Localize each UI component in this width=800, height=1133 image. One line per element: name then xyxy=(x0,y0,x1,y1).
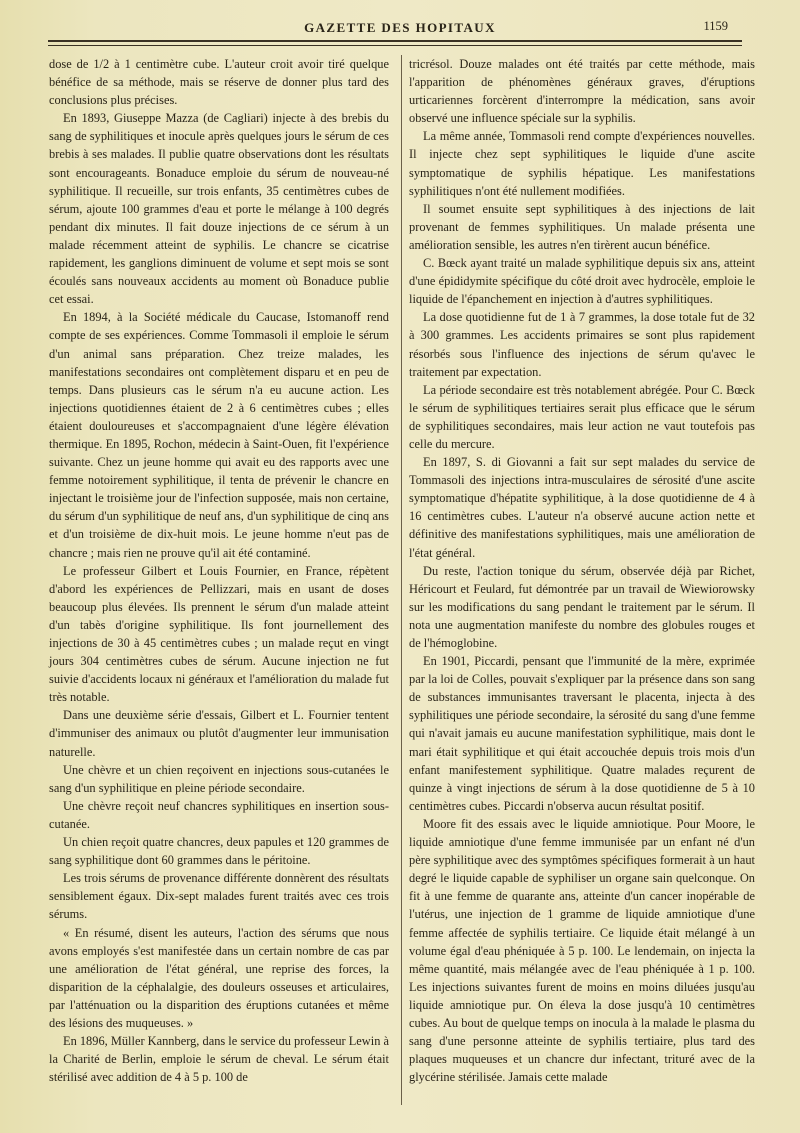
paragraph: Du reste, l'action tonique du sérum, observée déjà par Richet, Héricourt et Feulard, fut démontrée par un travail de Wiewiorowsky sur les modifications du sang pendant le traitement par le sérum. Il nota une augmentation manifeste du nombre des globules rouges et de l'hémoglobine. xyxy=(409,563,755,650)
paragraph: En 1894, à la Société médicale du Caucase, Istomanoff rend compte de ses expériences. Comme Tommasoli il emploie le sérum d'un animal sans préparation. Chez treize malades, les manifestations secondaires ont complètement disparu et en peu de temps. Dans plusieurs cas le sérum n'a eu aucune action. Les injections quotidiennes étaient de 2 à 6 centimètres cubes ; elles étaient douloureuses et s'accompagnaient d'une légère élévation thermique. En 1895, Rochon, médecin à Saint-Ouen, fit l'expérience suivante. Chez un jeune homme qui avait eu des rapports avec une femme notoirement syphilitique, il tenta de prévenir le chancre en injectant le troisième jour de l'infection supposée, mais non certaine, du sérum d'un syphilitique de neuf ans, d'un syphilitique de cinq ans et d'un troisième de dix-huit mois. Le jeune homme n'eut pas de chancre ; mais rien ne prouve qu'il ait été contaminé. xyxy=(49,310,389,560)
paragraph: Moore fit des essais avec le liquide amniotique. Pour Moore, le liquide amniotique d'une femme immunisée par un enfant né d'un père syphilitique avec des symptômes spécifiques formerait à un haut degré le liquide capable de syphiliser un organe sain quelconque. On fit à une femme de quarante ans, atteinte d'un cancer inopérable de l'utérus, une injection de 1 gramme de liquide amniotique d'une femme affectée de syphilis tertiaire. Ce liquide était mélangé à un volume égal d'eau phéniquée à 5 p. 100. Le lendemain, on injecta la même quantité, mais mélangée avec de l'eau phéniquée à 1 p. 100. Les injections suivantes furent de moins en moins diluées jusqu'au liquide amniotique pur. On éleva la dose jusqu'à 10 centimètres cubes. Au bout de quelque temps on inocula à la malade le plasma du sang d'une personne atteinte de syphilis tertiaire, plus tard des plaques muqueuses et un chancre dur infectant, trituré avec de la glycérine stérilisée. Jamais cette malade xyxy=(409,816,755,1085)
header-rule-thick xyxy=(48,40,742,42)
paragraph: Un chien reçoit quatre chancres, deux papules et 120 grammes de sang syphilitique dont 60 grammes dans le péritoine. xyxy=(49,835,389,868)
paragraph: La dose quotidienne fut de 1 à 7 grammes, la dose totale fut de 32 à 300 grammes. Les accidents primaires se sont plus rapidement résorbés sous l'influence des injections de sérum qu'avec le traitement par expectation. xyxy=(409,310,755,379)
paragraph: La même année, Tommasoli rend compte d'expériences nouvelles. Il injecte chez sept syphilitiques le liquide d'une ascite symptomatique de syphilis hépatique. Les manifestations syphilitiques n'ont été nullement modifiées. xyxy=(409,129,755,198)
paragraph: « En résumé, disent les auteurs, l'action des sérums que nous avons employés s'est manifestée dans un certain nombre de cas par une amélioration de l'état général, une reprise des forces, la disparition de la céphalalgie, des douleurs osseuses et articulaires, par l'atténuation ou la disparition des éruptions cutanées et même des lésions des muqueuses. » xyxy=(49,925,389,1030)
paragraph: Il soumet ensuite sept syphilitiques à des injections de lait provenant de femmes syphilitiques. Un malade présenta une amélioration sensible, les autres n'en tirèrent aucun bénéfice. xyxy=(409,201,755,252)
paragraph: Une chèvre reçoit neuf chancres syphilitiques en insertion sous-cutanée. xyxy=(49,798,389,831)
header-rule-thin xyxy=(48,45,742,46)
paragraph: Le professeur Gilbert et Louis Fournier, en France, répètent d'abord les expériences de Pellizzari, mais en usant de doses beaucoup plus élevées. Ils prennent le sérum d'un malade atteint d'un tabès d'origine syphilitique. Ils font journellement des injections de 30 à 45 centimètres cubes ; un malade reçut en vingt jours 304 centimètres cubes de sérum. Aucune injection ne fut suivie d'accidents locaux ni généraux et l'amélioration du malade fut très notable. xyxy=(49,563,389,705)
left-column xyxy=(49,55,389,1086)
paragraph: Une chèvre et un chien reçoivent en injections sous-cutanées le sang d'un syphilitique en pleine période secondaire. xyxy=(49,762,389,795)
paragraph: Les trois sérums de provenance différente donnèrent des résultats sensiblement égaux. Dix-sept malades furent traités avec ces trois sérums. xyxy=(49,871,389,922)
page-number: 1159 xyxy=(703,19,728,33)
journal-title: GAZETTE DES HOPITAUX xyxy=(304,20,496,35)
paragraph: C. Bœck ayant traité un malade syphilitique depuis six ans, atteint d'une épididymite spécifique du côté droit avec hydrocèle, emploie le liquide de l'épanchement en injection à d'autres syphilitiques. xyxy=(409,256,755,307)
paragraph: La période secondaire est très notablement abrégée. Pour C. Bœck le sérum de syphilitiques tertiaires serait plus efficace que le sérum de syphilitiques secondaires, mais leur action ne vaut toutefois pas celle du mercure. xyxy=(409,382,755,451)
column-divider xyxy=(401,55,402,1105)
running-header xyxy=(0,0,800,48)
right-column xyxy=(409,55,755,1086)
paragraph: En 1901, Piccardi, pensant que l'immunité de la mère, exprimée par la loi de Colles, pouvait s'expliquer par la présence dans son sang de substances immunisantes traversant le placenta, injecta à des syphilitiques une période secondaire, la sérosité du sang d'une femme qui n'avait jamais eu aucune manifestation syphilitique, mais dont le mari était syphilitique et qui était accouchée depuis trois mois d'un enfant manifestement syphilitique. Quatre malades reçurent de quinze à vingt injections de sérum à la dose quotidienne de 5 à 10 centimètres cubes. Piccardi n'observa aucun résultat positif. xyxy=(409,654,755,813)
paragraph: En 1893, Giuseppe Mazza (de Cagliari) injecte à des brebis du sang de syphilitiques et inocule après quelques jours le sérum de ces brebis à ses malades. Il publie quatre observations dont les résultats sont encourageants. Bonaduce emploie du sérum de nouveau-né syphilitique. Il recueille, sur trois enfants, 35 centimètres cubes de sérum, ajoute 100 grammes d'eau et porte le mélange à 100 degrés pendant dix minutes. Il fait douze injections de ce sérum à un malade récemment atteint de syphilis. Le chancre se cicatrise rapidement, les ganglions diminuent de volume et sept mois se sont écoulés sans nouveaux accidents au moment où Bonaduce publie cet essai. xyxy=(49,111,389,307)
paragraph: En 1897, S. di Giovanni a fait sur sept malades du service de Tommasoli des injections intra-musculaires de sérosité d'une ascite symptomatique d'hépatite syphilitique, à la dose quotidienne de 4 à 16 centimètres cubes. L'auteur n'a observé aucune action nette et définitive des manifestations syphilitiques, mais une amélioration de l'état général. xyxy=(409,455,755,560)
paragraph: tricrésol. Douze malades ont été traités par cette méthode, mais l'apparition de phénomènes généraux graves, d'éruptions urticariennes forcèrent d'interrompre la médication, sans avoir observé une influence spéciale sur la syphilis. xyxy=(409,57,755,126)
paragraph: Dans une deuxième série d'essais, Gilbert et L. Fournier tentent d'immuniser des animaux ou plutôt d'augmenter leur immunisation naturelle. xyxy=(49,708,389,759)
paragraph: dose de 1/2 à 1 centimètre cube. L'auteur croit avoir tiré quelque bénéfice de sa méthode, mais se réserve de donner plus tard des conclusions plus précises. xyxy=(49,57,389,108)
paragraph: En 1896, Müller Kannberg, dans le service du professeur Lewin à la Charité de Berlin, emploie le sérum de cheval. Le sérum était stérilisé avec addition de 4 à 5 p. 100 de xyxy=(49,1034,389,1085)
